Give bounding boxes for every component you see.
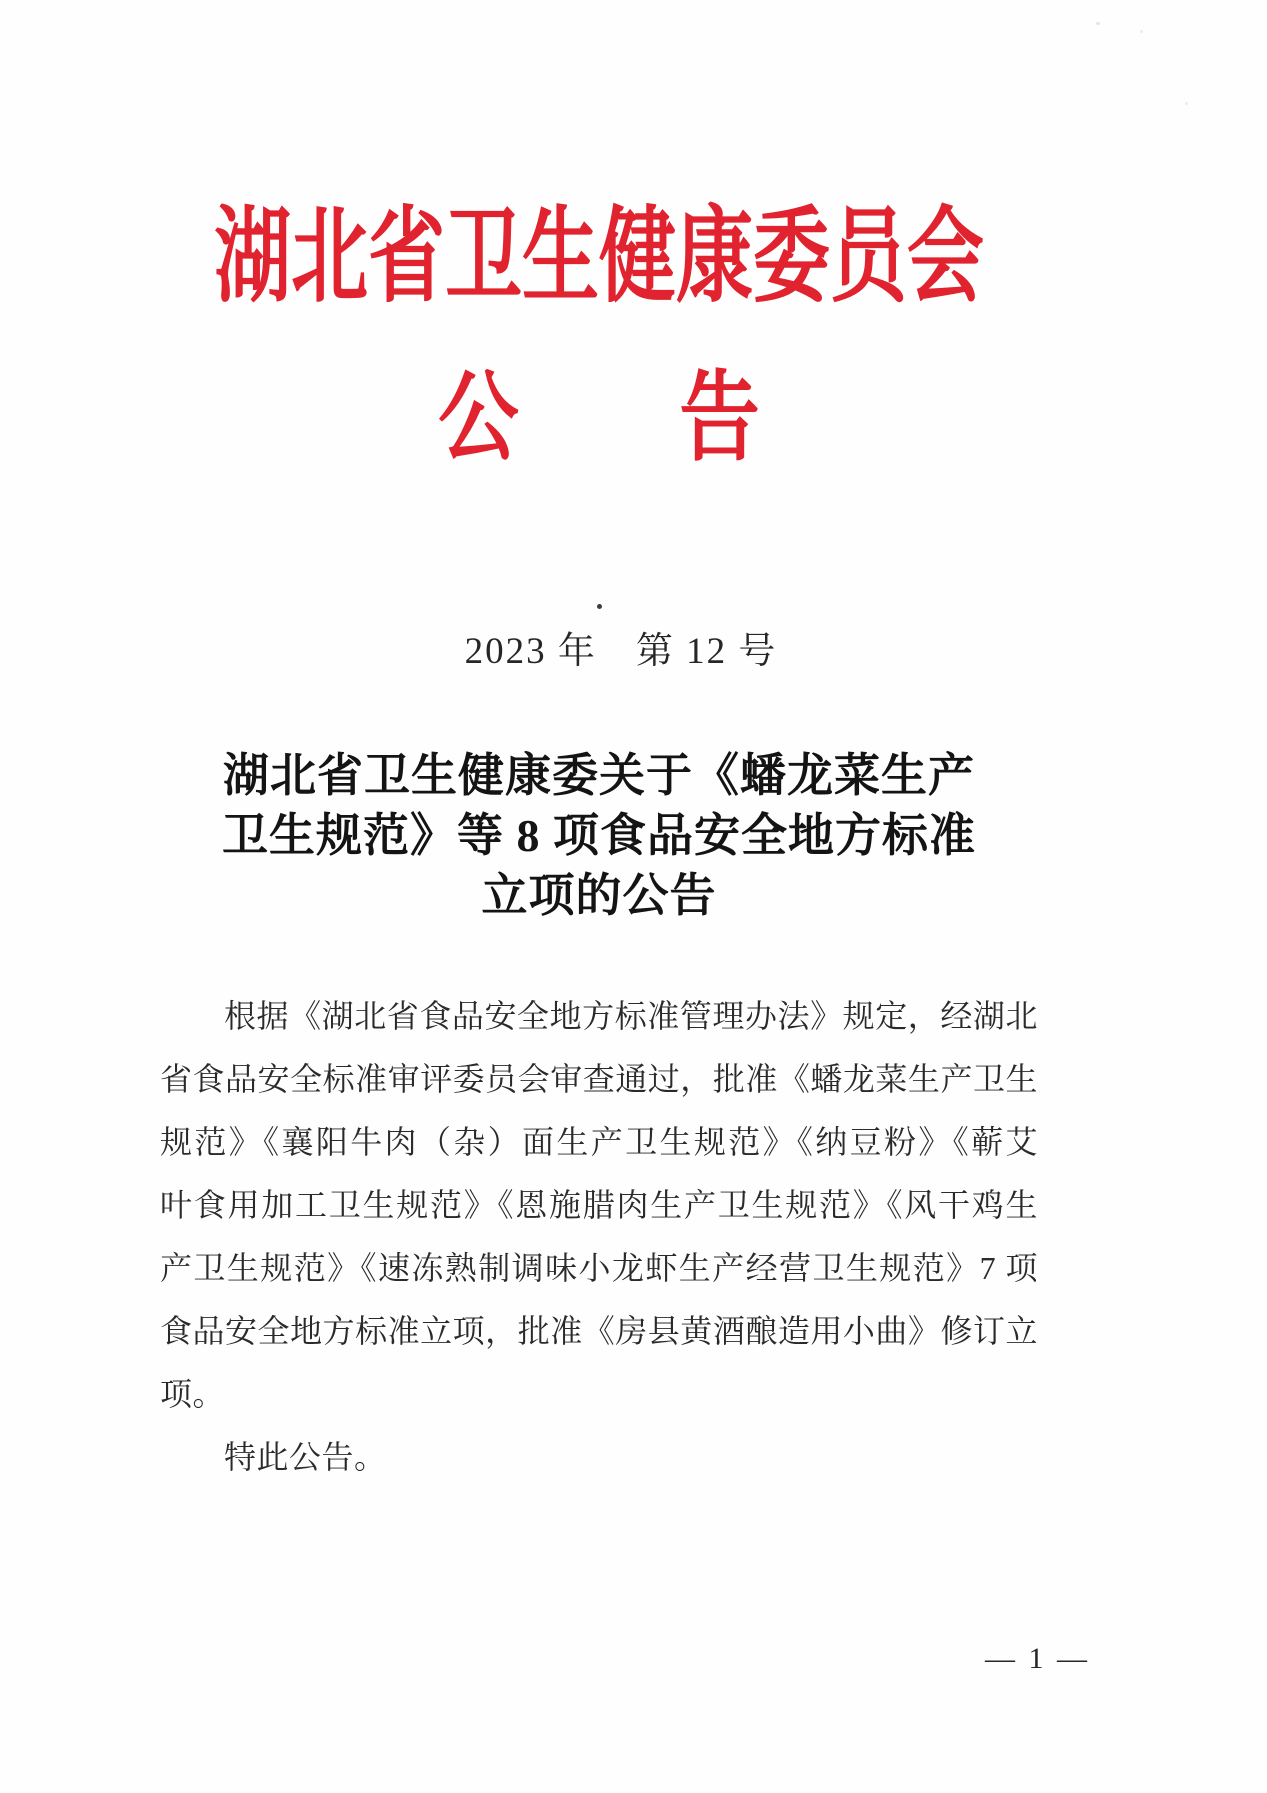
org-title: 湖北省卫生健康委员会 bbox=[214, 200, 984, 315]
scan-noise bbox=[1096, 22, 1100, 25]
body-line: 规范》《襄阳牛肉（杂）面生产卫生规范》《纳豆粉》《蕲艾 bbox=[160, 1124, 1038, 1160]
announcement-title-line: 湖北省卫生健康委关于《蟠龙菜生产 bbox=[223, 750, 975, 801]
body-line: 项。 bbox=[160, 1376, 226, 1412]
announcement-title-line: 卫生规范》等 8 项食品安全地方标准 bbox=[222, 810, 976, 861]
announcement-title bbox=[160, 746, 1038, 926]
issue-number-line: 2023 年 第 12 号 bbox=[464, 631, 778, 672]
scan-noise bbox=[1185, 102, 1188, 105]
announcement-title-line: 立项的公告 bbox=[481, 870, 717, 921]
page-number: — 1 — bbox=[985, 1642, 1090, 1675]
body-line: 根据《湖北省食品安全地方标准管理办法》规定，经湖北 bbox=[224, 998, 1038, 1034]
scan-dot-artifact bbox=[597, 604, 602, 609]
scan-noise bbox=[1140, 30, 1143, 33]
doc-type-block bbox=[160, 366, 1038, 486]
closing-line: 特此公告。 bbox=[224, 1439, 387, 1475]
doc-type-title: 公 告 bbox=[438, 365, 760, 473]
body-line: 食品安全地方标准立项，批准《房县黄酒酿造用小曲》修订立 bbox=[160, 1313, 1038, 1349]
body-line: 产卫生规范》《速冻熟制调味小龙虾生产经营卫生规范》7 项 bbox=[160, 1250, 1038, 1286]
body-line: 叶食用加工卫生规范》《恩施腊肉生产卫生规范》《风干鸡生 bbox=[160, 1187, 1038, 1223]
body-paragraphs bbox=[160, 985, 1038, 1489]
body-line: 省食品安全标准审评委员会审查通过，批准《蟠龙菜生产卫生 bbox=[160, 1061, 1038, 1097]
org-title-block bbox=[160, 200, 1038, 330]
